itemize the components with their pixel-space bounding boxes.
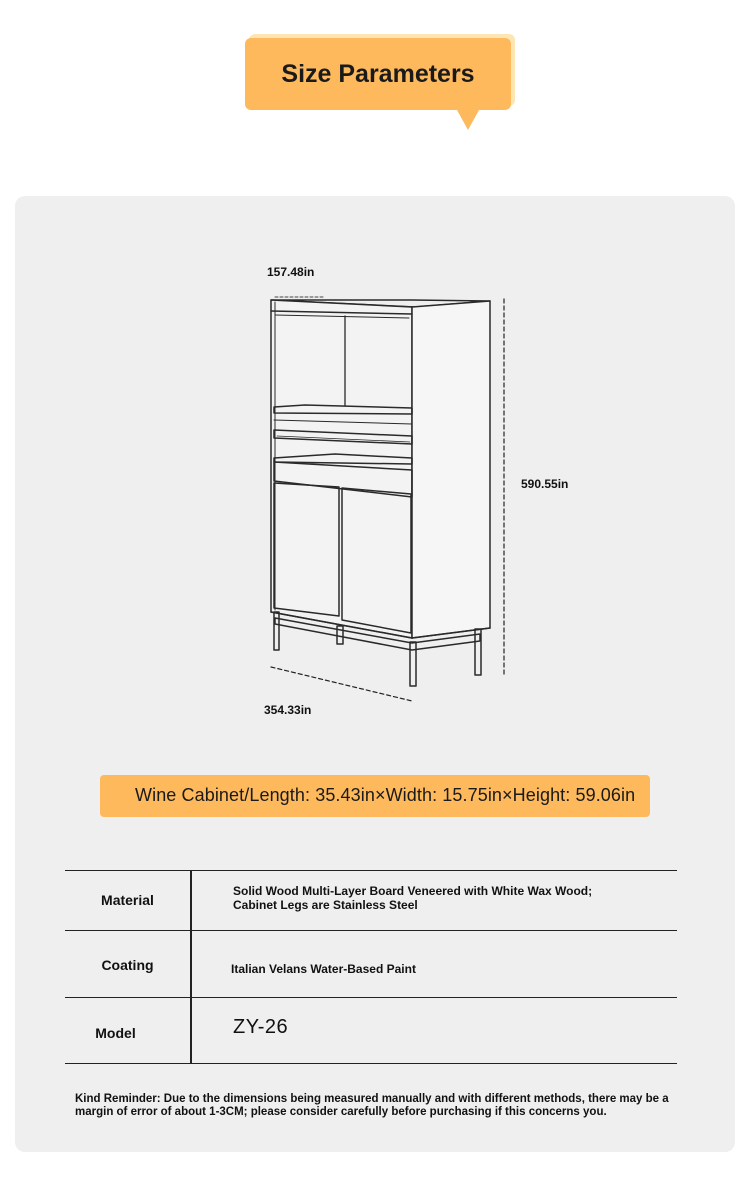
spec-value [233, 884, 592, 912]
wine-cabinet-drawing-icon [15, 196, 735, 756]
bottom-dimension-label: 354.33in [264, 703, 312, 717]
divider [190, 871, 192, 930]
spec-value-line: Solid Wood Multi-Layer Board Veneered with White Wax Wood; [233, 884, 593, 898]
spec-value-line: Cabinet Legs are Stainless Steel [233, 898, 418, 912]
reminder-line: Kind Reminder: Due to the dimensions being measured manually and with different methods, there may be a [75, 1093, 669, 1105]
spec-value: ZY-26 [233, 1016, 289, 1038]
title-pointer [457, 110, 479, 130]
spec-label: Material [101, 892, 154, 908]
top-dimension-label: 157.48in [267, 265, 315, 279]
section-title [245, 36, 515, 132]
spec-table [65, 870, 677, 1064]
reminder-line: margin of error of about 1-3CM; please consider carefully before purchasing if this concerns you. [75, 1106, 607, 1118]
section-title-label: Size Parameters [245, 38, 511, 110]
dimensions-banner-text: Wine Cabinet/Length: 35.43in×Width: 15.75in×Height: 59.06in [135, 785, 636, 805]
spec-label: Coating [101, 957, 154, 973]
height-dimension-label: 590.55in [521, 477, 569, 491]
spec-row-material [65, 870, 677, 930]
spec-label: Model [95, 1025, 136, 1041]
spec-panel [15, 196, 735, 1152]
divider [190, 931, 192, 997]
divider [190, 998, 192, 1063]
spec-row-model [65, 997, 677, 1064]
spec-row-coating [65, 930, 677, 997]
kind-reminder [75, 1093, 675, 1119]
spec-value: Italian Velans Water-Based Paint [231, 962, 416, 976]
